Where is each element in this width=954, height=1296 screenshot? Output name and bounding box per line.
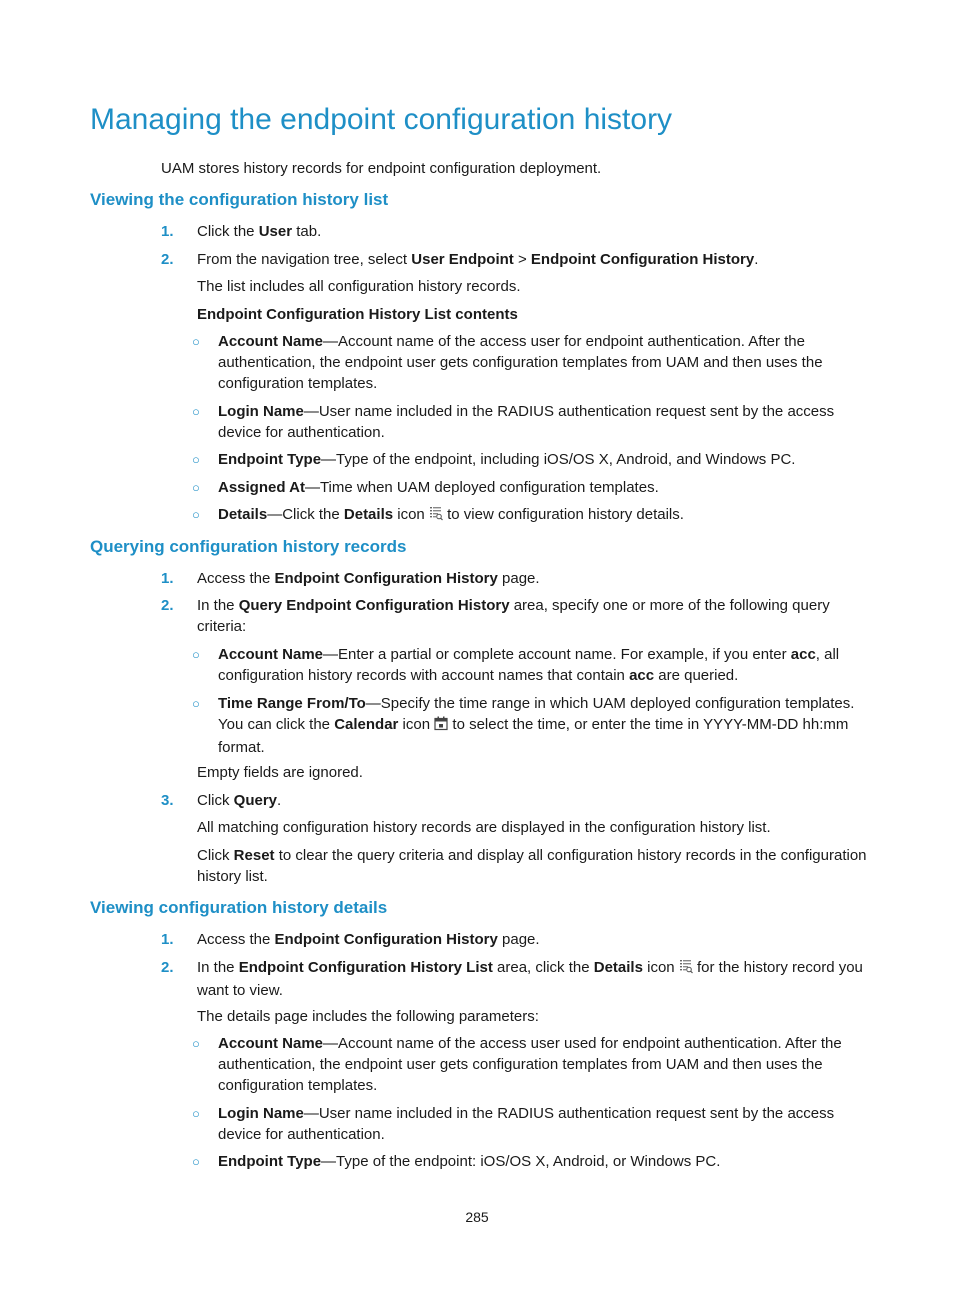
list-item: Endpoint Type—Type of the endpoint, including iOS/OS X, Android, and Windows PC. bbox=[218, 451, 796, 468]
bullet-icon: ○ bbox=[192, 404, 200, 419]
list-heading: Endpoint Configuration History List contents bbox=[197, 306, 518, 323]
bullet-icon: ○ bbox=[192, 480, 200, 495]
list-item: Endpoint Type—Type of the endpoint: iOS/OS X, Android, or Windows PC. bbox=[218, 1153, 721, 1170]
details-icon bbox=[429, 506, 443, 527]
list-item: Details—Click the Details icon to view configuration history details. bbox=[218, 504, 868, 527]
step-number: 2. bbox=[161, 959, 174, 976]
step-note: The details page includes the following parameters: bbox=[197, 1008, 539, 1025]
step-number: 2. bbox=[161, 597, 174, 614]
bullet-icon: ○ bbox=[192, 1106, 200, 1121]
bullet-icon: ○ bbox=[192, 647, 200, 662]
step-text: From the navigation tree, select User Endpoint > Endpoint Configuration History. bbox=[197, 251, 759, 268]
bullet-icon: ○ bbox=[192, 334, 200, 349]
step-text: Click the User tab. bbox=[197, 223, 322, 240]
step-text: In the Query Endpoint Configuration History area, specify one or more of the following query criteria: bbox=[197, 597, 830, 635]
step-text: Access the Endpoint Configuration History page. bbox=[197, 931, 540, 948]
page-number: 285 bbox=[465, 1209, 489, 1225]
bullet-icon: ○ bbox=[192, 1036, 200, 1051]
page-title: Managing the endpoint configuration history bbox=[90, 103, 673, 136]
section-heading-querying: Querying configuration history records bbox=[90, 537, 407, 556]
reset-text: Click Reset to clear the query criteria and display all configuration history records in the configuration history list. bbox=[197, 847, 867, 885]
list-item: Login Name—User name included in the RADIUS authentication request sent by the access device for authentication. bbox=[218, 403, 835, 441]
calendar-icon bbox=[434, 716, 448, 737]
bullet-icon: ○ bbox=[192, 1154, 200, 1169]
bullet-icon: ○ bbox=[192, 452, 200, 467]
step-number: 1. bbox=[161, 931, 174, 948]
note-text: Empty fields are ignored. bbox=[197, 764, 363, 781]
intro-text: UAM stores history records for endpoint configuration deployment. bbox=[161, 160, 602, 177]
details-icon bbox=[679, 959, 693, 980]
step-text: Click Query. bbox=[197, 792, 282, 809]
step-number: 3. bbox=[161, 792, 174, 809]
list-item: Login Name—User name included in the RADIUS authentication request sent by the access device for authentication. bbox=[218, 1105, 835, 1143]
step-number: 1. bbox=[161, 223, 174, 240]
list-item: Assigned At—Time when UAM deployed configuration templates. bbox=[218, 479, 659, 496]
step-note: The list includes all configuration history records. bbox=[197, 278, 521, 295]
step-text: Access the Endpoint Configuration History page. bbox=[197, 570, 540, 587]
section-heading-history-list: Viewing the configuration history list bbox=[90, 190, 389, 209]
result-text: All matching configuration history records are displayed in the configuration history list. bbox=[197, 819, 771, 836]
list-item: Account Name—Enter a partial or complete account name. For example, if you enter acc, all configuration history records with account names that contain acc are queried. bbox=[218, 646, 840, 684]
list-item: Time Range From/To—Specify the time range in which UAM deployed configuration templates. You can click the Calendar icon to select the time, or enter the time in YYYY-MM-DD hh:mm format. bbox=[218, 695, 855, 756]
list-item: Account Name—Account name of the access user for endpoint authentication. After the authentication, the endpoint user gets configuration templates from UAM and then uses the configuration templates. bbox=[218, 333, 823, 392]
list-item: Account Name—Account name of the access user used for endpoint authentication. After the authentication, the endpoint user gets configuration templates from UAM and then uses the configuration templates. bbox=[218, 1035, 842, 1094]
section-heading-details: Viewing configuration history details bbox=[90, 898, 388, 917]
step-text: In the Endpoint Configuration History List area, click the Details icon for the history record you want to view. bbox=[197, 959, 863, 999]
bullet-icon: ○ bbox=[192, 507, 200, 522]
step-number: 2. bbox=[161, 251, 174, 268]
step-number: 1. bbox=[161, 570, 174, 587]
bullet-icon: ○ bbox=[192, 696, 200, 711]
